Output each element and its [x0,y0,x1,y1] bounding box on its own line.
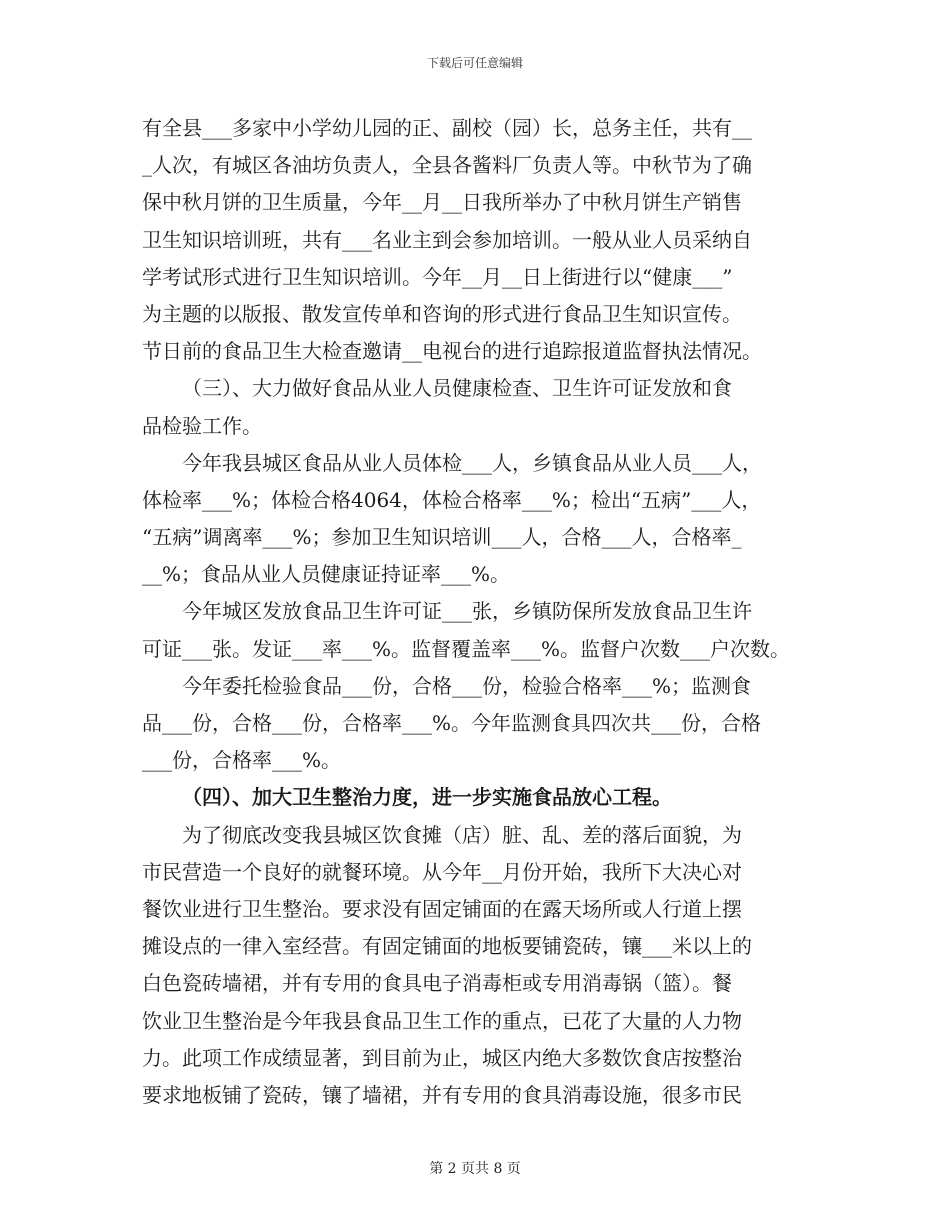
body-text-line: 有全县___多家中小学幼儿园的正、副校（园）长，总务主任，共有__ [142,116,752,140]
body-text-line: 白色瓷砖墙裙，并有专用的食具电子消毒柜或专用消毒锅（篮）。餐 [142,971,732,996]
body-text-line: ___份，合格率___%。 [142,748,342,773]
body-text-line: 可证___张。发证___率___%。监督覆盖率___%。监督户次数___户次数。 [142,636,791,661]
body-text-line: （三）、大力做好食品从业人员健康检查、卫生许可证发放和食 [182,376,732,401]
body-text-line: 力。此项工作成绩显著，到目前为止，城区内绝大多数饮食店按整治 [142,1045,742,1070]
body-text-line: 市民营造一个良好的就餐环境。从今年__月份开始，我所下大决心对 [142,859,742,884]
body-text-line: 为了彻底改变我县城区饮食摊（店）脏、乱、差的落后面貌，为 [182,822,742,847]
body-text-line: __%；食品从业人员健康证持证率___%。 [142,562,511,587]
body-text-line: 餐饮业进行卫生整治。要求没有固定铺面的在露天场所或人行道上摆 [142,896,742,921]
body-text-line: 品___份，合格___份，合格率___%。今年监测食具四次共___份，合格 [142,711,762,735]
body-text-line: 保中秋月饼的卫生质量，今年__月__日我所举办了中秋月饼生产销售 [142,190,742,215]
body-text-line: 饮业卫生整治是今年我县食品卫生工作的重点，已花了大量的人力物 [142,1008,742,1033]
section-heading-line: （四）、加大卫生整治力度，进一步实施食品放心工程。 [182,785,672,810]
body-text-line: 卫生知识培训班，共有___名业主到会参加培训。一般从业人员采纳自 [142,227,752,252]
body-text-line: 节日前的食品卫生大检查邀请__电视台的进行追踪报道监督执法情况。 [142,339,762,364]
body-text-line: 今年委托检验食品___份，合格___份，检验合格率___%；监测食 [182,673,752,698]
body-text-line: 今年城区发放食品卫生许可证___张，乡镇防保所发放食品卫生许 [182,599,752,624]
body-text-line: 要求地板铺了瓷砖，镶了墙裙，并有专用的食具消毒设施，很多市民 [142,1082,742,1107]
body-text-line: 今年我县城区食品从业人员体检___人，乡镇食品从业人员___人， [182,450,762,475]
page-header-note: 下载后可任意编辑 [426,56,523,70]
body-text-line: _人次，有城区各油坊负责人，全县各酱料厂负责人等。中秋节为了确 [142,153,752,178]
body-text-line: 品检验工作。 [142,413,262,438]
body-text-line: 摊设点的一律入室经营。有固定铺面的地板要铺瓷砖，镶___米以上的 [142,934,752,959]
document-body [142,110,814,1114]
body-text-line: “五病”调离率___%；参加卫生知识培训___人，合格___人，合格率_ [142,525,742,550]
body-text-line: 体检率___%；体检合格4064，体检合格率___%；检出“五病”___人， [142,487,762,512]
body-text-line: 为主题的以版报、散发宣传单和咨询的形式进行食品卫生知识宣传。 [142,301,742,326]
page-number-footer: 第 2 页共 8 页 [429,1161,521,1177]
body-text-line: 学考试形式进行卫生知识培训。今年__月__日上街进行以“健康___” [142,264,733,289]
